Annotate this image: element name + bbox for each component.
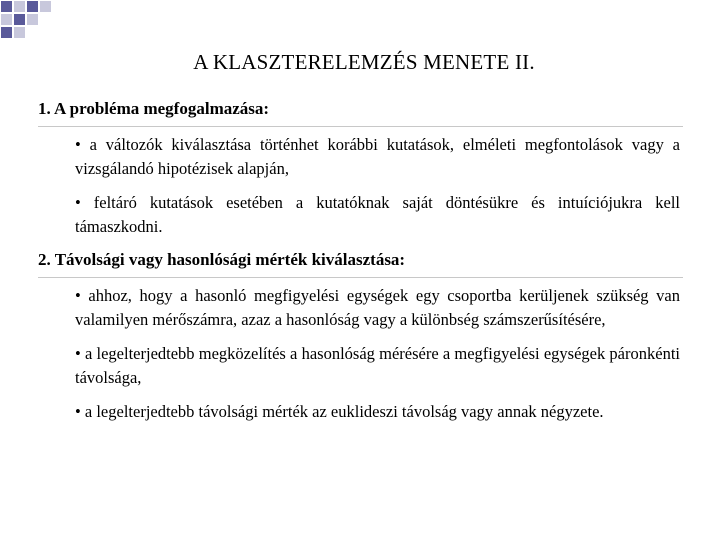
corner-square-icon <box>14 27 25 38</box>
corner-square-icon <box>14 1 25 12</box>
bullet-item: • a változók kiválasztása történhet korábbi kutatások, elméleti megfontolások vagy a vizsgálandó hipotézisek alapján, <box>75 135 680 178</box>
corner-square-icon <box>14 14 25 25</box>
bullet-item: • a legelterjedtebb megközelítés a hasonlóság mérésére a megfigyelési egységek páronkénti távolsága, <box>75 344 680 387</box>
corner-square-icon <box>40 1 51 12</box>
corner-decoration <box>0 0 60 40</box>
bullet-item: • feltáró kutatások esetében a kutatóknak saját döntésükre és intuíciójukra kell támaszkodni. <box>75 193 680 236</box>
corner-square-icon <box>1 1 12 12</box>
corner-square-icon <box>1 14 12 25</box>
corner-square-icon <box>1 27 12 38</box>
bullet-item: • a legelterjedtebb távolsági mérték az euklideszi távolság vagy annak négyzete. <box>75 402 604 421</box>
section-bullets <box>38 126 683 239</box>
slide-title: A KLASZTERELEMZÉS MENETE II. <box>193 50 535 74</box>
slide-content <box>38 98 683 424</box>
section-heading: 1. A probléma megfogalmazása: <box>38 99 270 118</box>
section-heading: 2. Távolsági vagy hasonlósági mérték kiválasztása: <box>38 250 406 269</box>
corner-square-icon <box>27 14 38 25</box>
corner-square-icon <box>27 1 38 12</box>
bullet-item: • ahhoz, hogy a hasonló megfigyelési egységek egy csoportba kerüljenek szükség van valamilyen mérőszámra, azaz a hasonlóság vagy a különbség számszerűsítésére, <box>75 286 680 329</box>
section-bullets <box>38 277 683 424</box>
